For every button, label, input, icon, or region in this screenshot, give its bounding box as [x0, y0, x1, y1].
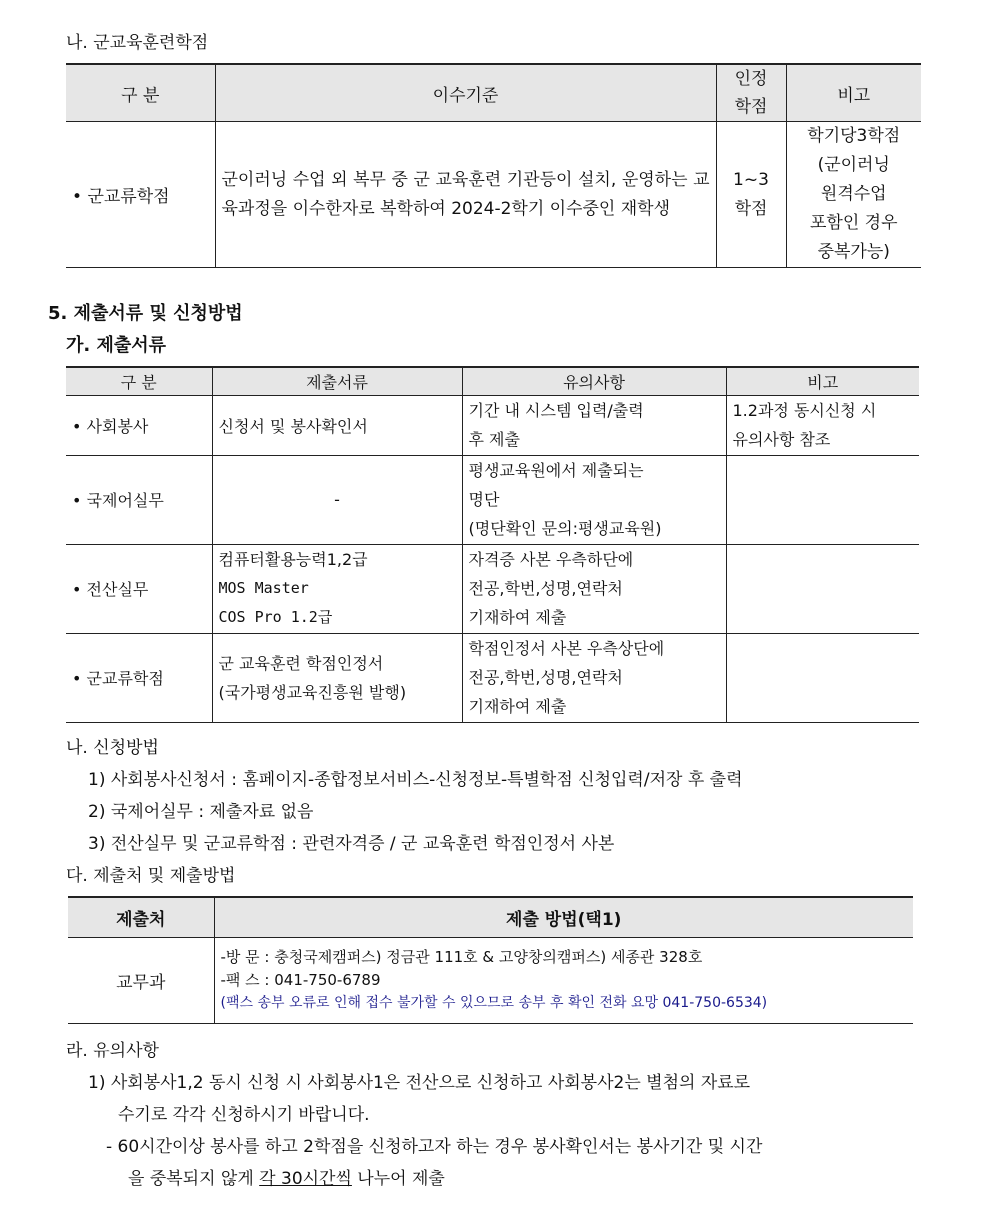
- row-credit: 1~3 학점: [716, 122, 786, 268]
- mil-credit-table: [66, 63, 921, 268]
- header-note: 비고: [786, 64, 921, 122]
- table-row: [66, 455, 919, 544]
- row-category: • 군교류학점: [66, 633, 212, 722]
- header-category: 구 분: [66, 64, 215, 122]
- header-notes: 유의사항: [462, 367, 726, 395]
- row-notes: 자격증 사본 우측하단에 전공,학번,성명,연락처 기재하여 제출: [462, 544, 726, 633]
- submission-docs-table: [66, 366, 919, 723]
- row-criteria: 군이러닝 수업 외 복무 중 군 교육훈련 기관등이 설치, 운영하는 교육과정을 이수한자로 복학하여 2024-2학기 이수중인 재학생: [215, 122, 716, 268]
- submit-place: 교무과: [68, 937, 214, 1023]
- row-notes: 학점인정서 사본 우측상단에 전공,학번,성명,연락처 기재하여 제출: [462, 633, 726, 722]
- table-row: [66, 633, 919, 722]
- section-heading-mil-credit: 나. 군교육훈련학점: [66, 33, 209, 53]
- row-docs: 신청서 및 봉사확인서: [212, 395, 462, 455]
- row-note: 학기당3학점 (군이러닝 원격수업 포함인 경우 중복가능): [786, 122, 921, 268]
- row-notes: 기간 내 시스템 입력/출력 후 제출: [462, 395, 726, 455]
- section-apply-title: 나. 신청방법: [66, 738, 159, 758]
- row-category: • 사회봉사: [66, 395, 212, 455]
- apply-item: 3) 전산실무 및 군교류학점 : 관련자격증 / 군 교육훈련 학점인정서 사본: [88, 834, 615, 854]
- caution-line: 수기로 각각 신청하시기 바랍니다.: [118, 1105, 370, 1125]
- row-docs: -: [212, 455, 462, 544]
- header-docs: 제출서류: [212, 367, 462, 395]
- header-remark: 비고: [726, 367, 919, 395]
- submit-methods: [214, 937, 913, 1023]
- fax-notice: (팩스 송부 오류로 인해 접수 불가할 수 있으므로 송부 후 확인 전화 요망 041-750-6534): [220, 994, 768, 1011]
- caution-line: - 60시간이상 봉사를 하고 2학점을 신청하고자 하는 경우 봉사확인서는 봉사기간 및 시간: [106, 1137, 763, 1157]
- section-5-title: 5. 제출서류 및 신청방법: [48, 303, 243, 324]
- section-submit-title: 다. 제출처 및 제출방법: [66, 866, 236, 886]
- visit-line: -방 문 : 충청국제캠퍼스) 정금관 111호 & 고양창의캠퍼스) 세종관 328호: [220, 947, 703, 966]
- fax-line: -팩 스 : 041-750-6789: [220, 970, 381, 989]
- section-docs-title: 가. 제출서류: [66, 335, 167, 356]
- row-category: • 군교류학점: [66, 122, 215, 268]
- underlined-emphasis: 각 30시간씩: [259, 1169, 352, 1189]
- table-row: [68, 937, 913, 1023]
- row-docs: 군 교육훈련 학점인정서 (국가평생교육진흥원 발행): [212, 633, 462, 722]
- table-header-row: [68, 897, 913, 937]
- header-category: 구 분: [66, 367, 212, 395]
- caution-line: 을 중복되지 않게 각 30시간씩 나누어 제출: [128, 1169, 445, 1189]
- row-notes: 평생교육원에서 제출되는 명단 (명단확인 문의:평생교육원): [462, 455, 726, 544]
- table-row: [66, 395, 919, 455]
- table-row: [66, 122, 921, 268]
- header-place: 제출처: [68, 897, 214, 937]
- submission-method-table: [68, 896, 913, 1024]
- row-category: • 전산실무: [66, 544, 212, 633]
- row-remark: [726, 544, 919, 633]
- apply-item: 1) 사회봉사신청서 : 홈페이지-종합정보서비스-신청정보-특별학점 신청입력/저장 후 출력: [88, 770, 743, 790]
- table-header-row: [66, 64, 921, 122]
- row-docs: 컴퓨터활용능력1,2급 MOS Master COS Pro 1.2급: [212, 544, 462, 633]
- header-credit: 인정 학점: [716, 64, 786, 122]
- section-caution-title: 라. 유의사항: [66, 1041, 159, 1061]
- row-remark: [726, 633, 919, 722]
- header-criteria: 이수기준: [215, 64, 716, 122]
- table-header-row: [66, 367, 919, 395]
- row-remark: [726, 455, 919, 544]
- apply-item: 2) 국제어실무 : 제출자료 없음: [88, 802, 314, 822]
- row-remark: 1.2과정 동시신청 시 유의사항 참조: [726, 395, 919, 455]
- header-method: 제출 방법(택1): [214, 897, 913, 937]
- table-row: [66, 544, 919, 633]
- caution-line: 1) 사회봉사1,2 동시 신청 시 사회봉사1은 전산으로 신청하고 사회봉사2는 별첨의 자료로: [88, 1073, 751, 1093]
- row-category: • 국제어실무: [66, 455, 212, 544]
